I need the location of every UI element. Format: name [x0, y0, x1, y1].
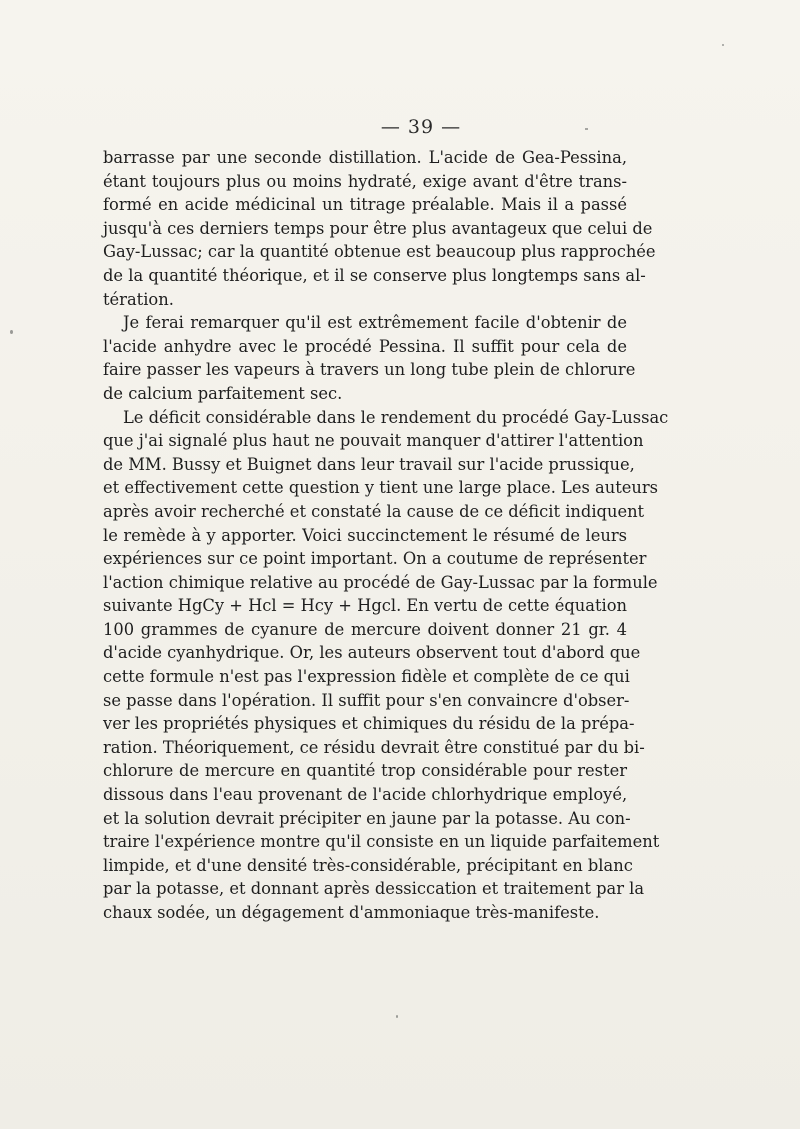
text-line: tération.	[103, 289, 174, 309]
text-line: formé en acide médicinal un titrage préalable. Mais il a passé	[103, 195, 627, 215]
text-line: cette formule n'est pas l'expression fidèle et complète de ce qui	[103, 667, 630, 687]
text-line: traire l'expérience montre qu'il consiste en un liquide parfaitement	[103, 832, 660, 852]
text-line: Je ferai remarquer qu'il est extrêmement facile d'obtenir de	[123, 313, 627, 333]
text-line: suivante HgCy + Hcl = Hcy + Hgcl. En vertu de cette équation	[103, 596, 627, 616]
text-line: ver les propriétés physiques et chimiques du résidu de la prépa-	[103, 714, 635, 734]
text-line: Gay-Lussac; car la quantité obtenue est beaucoup plus rapprochée	[103, 242, 656, 262]
scan-speck	[396, 1015, 398, 1018]
text-line: expériences sur ce point important. On a coutume de représenter	[103, 549, 647, 569]
text-line: après avoir recherché et constaté la cause de ce déficit indiquent	[103, 501, 645, 521]
page-number: — 39 —	[380, 116, 462, 138]
text-line: 100 grammes de cyanure de mercure doivent donner 21 gr. 4	[103, 619, 627, 639]
text-line: et la solution devrait précipiter en jaune par la potasse. Au con-	[103, 808, 631, 828]
scan-speck	[10, 330, 13, 334]
text-line: par la potasse, et donnant après dessiccation et traitement par la	[103, 879, 645, 899]
text-line: ration. Théoriquement, ce résidu devrait être constitué par du bi-	[103, 737, 645, 757]
text-line: jusqu'à ces derniers temps pour être plus avantageux que celui de	[103, 218, 653, 238]
text-line: l'acide anhydre avec le procédé Pessina. Il suffit pour cela de	[103, 336, 627, 356]
text-line: se passe dans l'opération. Il suffit pour s'en convaincre d'obser-	[103, 690, 630, 710]
text-line: Le déficit considérable dans le rendement du procédé Gay-Lussac	[123, 407, 669, 427]
text-line: faire passer les vapeurs à travers un long tube plein de chlorure	[103, 360, 636, 380]
text-line: chaux sodée, un dégagement d'ammoniaque très-manifeste.	[103, 903, 600, 922]
text-line: l'action chimique relative au procédé de Gay-Lussac par la formule	[103, 572, 658, 592]
scan-speck	[585, 128, 588, 130]
text-line: que j'ai signalé plus haut ne pouvait manquer d'attirer l'attention	[103, 431, 644, 451]
body-text	[103, 146, 669, 925]
text-line: d'acide cyanhydrique. Or, les auteurs observent tout d'abord que	[103, 643, 641, 663]
text-line: de MM. Bussy et Buignet dans leur travail sur l'acide prussique,	[103, 454, 635, 474]
text-line: dissous dans l'eau provenant de l'acide chlorhydrique employé,	[103, 785, 628, 805]
text-line: de calcium parfaitement sec.	[103, 383, 343, 403]
text-line: limpide, et d'une densité très-considérable, précipitant en blanc	[103, 855, 633, 875]
scan-speck	[722, 44, 724, 46]
text-line: chlorure de mercure en quantité trop considérable pour rester	[103, 761, 627, 781]
text-line: barrasse par une seconde distillation. L'acide de Gea-Pessina,	[103, 148, 627, 167]
text-line: de la quantité théorique, et il se conserve plus longtemps sans al-	[103, 265, 646, 285]
text-line: le remède à y apporter. Voici succinctement le résumé de leurs	[103, 525, 627, 545]
text-line: étant toujours plus ou moins hydraté, exige avant d'être trans-	[103, 171, 627, 191]
text-line: et effectivement cette question y tient une large place. Les auteurs	[103, 478, 659, 498]
